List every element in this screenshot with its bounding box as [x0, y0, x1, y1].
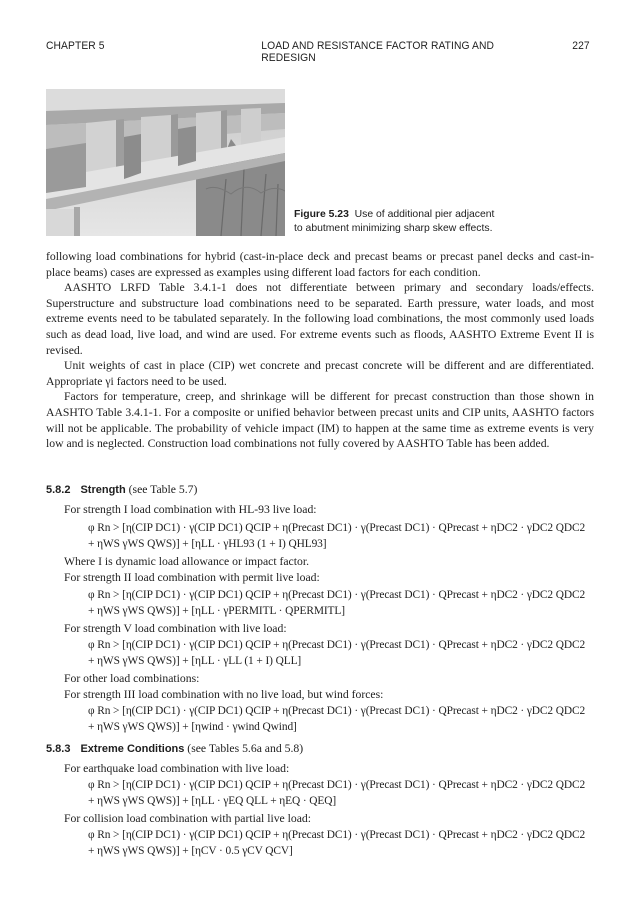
section-title: Extreme Conditions	[80, 743, 185, 755]
earthquake-intro: For earthquake load combination with live load:	[64, 762, 290, 775]
section-heading-extreme	[46, 742, 303, 755]
equation-strength-5-line-1: φ Rn > [η(CIP DC1) · γ(CIP DC1) QCIP + η(Precast DC1) · γ(Precast DC1) · QPrecast + ηDC2 · γDC2 QDC2	[88, 639, 586, 651]
header-title: LOAD AND RESISTANCE FACTOR RATING AND REDESIGN	[261, 40, 495, 64]
chapter-label: CHAPTER 5	[46, 40, 105, 52]
section-ref: (see Tables 5.6a and 5.8)	[187, 742, 304, 755]
figure-photo-pier	[46, 89, 285, 236]
paragraph-continued: following load combinations for hybrid (cast-in-place deck and precast beams or precast panel decks and cast-in-place beams) cases are expressed as examples using different load factors for each condition.	[46, 250, 594, 279]
strength-2-intro: For strength II load combination with permit live load:	[64, 571, 320, 584]
caption-line-1: Use of additional pier adjacent	[354, 209, 495, 220]
body-text	[46, 249, 594, 452]
section-number: 5.8.2	[46, 484, 71, 496]
equation-collision-line-1: φ Rn > [η(CIP DC1) · γ(CIP DC1) QCIP + η(Precast DC1) · γ(Precast DC1) · QPrecast + ηDC2 · γDC2 QDC2	[88, 829, 586, 841]
figure-caption	[294, 208, 594, 236]
page-number: 227	[572, 40, 590, 52]
figure-label: Figure 5.23	[294, 209, 349, 220]
section-heading-strength	[46, 483, 197, 496]
paragraph-aashto: AASHTO LRFD Table 3.4.1-1 does not differentiate between primary and secondary loads/effects. Superstructure and substructure load combinations need to be separated. Earth pressure, water loads, and most extreme events need to be tabulated separately. In the following load combinations, the most commonly used loads such as dead load, live load, and wind are used. For extreme events such as floods, AASHTO Extreme Event II is revised.	[46, 281, 594, 357]
running-header	[46, 40, 590, 64]
other-combos-intro: For other load combinations:	[64, 672, 200, 685]
paragraph-factors: Factors for temperature, creep, and shrinkage will be different for precast construction than those shown in AASHTO Table 3.4.1-1. For a composite or unified behavior between precast units and CIP units, AASHTO factors will not be applicable. The probability of vehicle impact (IM) to happen at the same time as extreme events is very low and is neglected. Construction load combinations not fully covered by AASHTO Table has been added.	[46, 390, 594, 451]
paragraph-unit-weights: Unit weights of cast in place (CIP) wet concrete and precast concrete will be different and are differentiated. Appropriate γi factors need to be used.	[46, 359, 594, 388]
equation-strength-2-line-1: φ Rn > [η(CIP DC1) · γ(CIP DC1) QCIP + η(Precast DC1) · γ(Precast DC1) · QPrecast + ηDC2 · γDC2 QDC2	[88, 589, 586, 601]
where-note: Where I is dynamic load allowance or impact factor.	[64, 555, 310, 568]
strength-3-intro: For strength III load combination with no live load, but wind forces:	[64, 688, 384, 701]
section-title: Strength	[80, 484, 126, 496]
strength-5-intro: For strength V load combination with live load:	[64, 622, 287, 635]
section-ref: (see Table 5.7)	[128, 483, 198, 496]
equation-strength-3-line-1: φ Rn > [η(CIP DC1) · γ(CIP DC1) QCIP + η(Precast DC1) · γ(Precast DC1) · QPrecast + ηDC2 · γDC2 QDC2	[88, 705, 586, 717]
equation-earthquake-line-1: φ Rn > [η(CIP DC1) · γ(CIP DC1) QCIP + η(Precast DC1) · γ(Precast DC1) · QPrecast + ηDC2 · γDC2 QDC2	[88, 779, 586, 791]
strength-1-intro: For strength I load combination with HL-93 live load:	[64, 503, 317, 516]
equation-strength-2-line-2: + ηWS γWS QWS)] + [ηLL · γPERMITL · QPERMITL]	[88, 605, 345, 617]
equation-strength-1-line-2: + ηWS γWS QWS)] + [ηLL · γHL93 (1 + I) QHL93]	[88, 538, 327, 550]
equation-strength-5-line-2: + ηWS γWS QWS)] + [ηLL · γLL (1 + I) QLL]	[88, 655, 302, 667]
collision-intro: For collision load combination with partial live load:	[64, 812, 312, 825]
equation-earthquake-line-2: + ηWS γWS QWS)] + [ηLL · γEQ QLL + ηEQ · QEQ]	[88, 795, 337, 807]
equation-strength-3-line-2: + ηWS γWS QWS)] + [ηwind · γwind Qwind]	[88, 721, 297, 733]
equation-collision-line-2: + ηWS γWS QWS)] + [ηCV · 0.5 γCV QCV]	[88, 845, 293, 857]
section-number: 5.8.3	[46, 743, 71, 755]
equation-strength-1-line-1: φ Rn > [η(CIP DC1) · γ(CIP DC1) QCIP + η(Precast DC1) · γ(Precast DC1) · QPrecast + ηDC2 · γDC2 QDC2	[88, 522, 586, 534]
caption-line-2: to abutment minimizing sharp skew effects.	[294, 223, 493, 234]
